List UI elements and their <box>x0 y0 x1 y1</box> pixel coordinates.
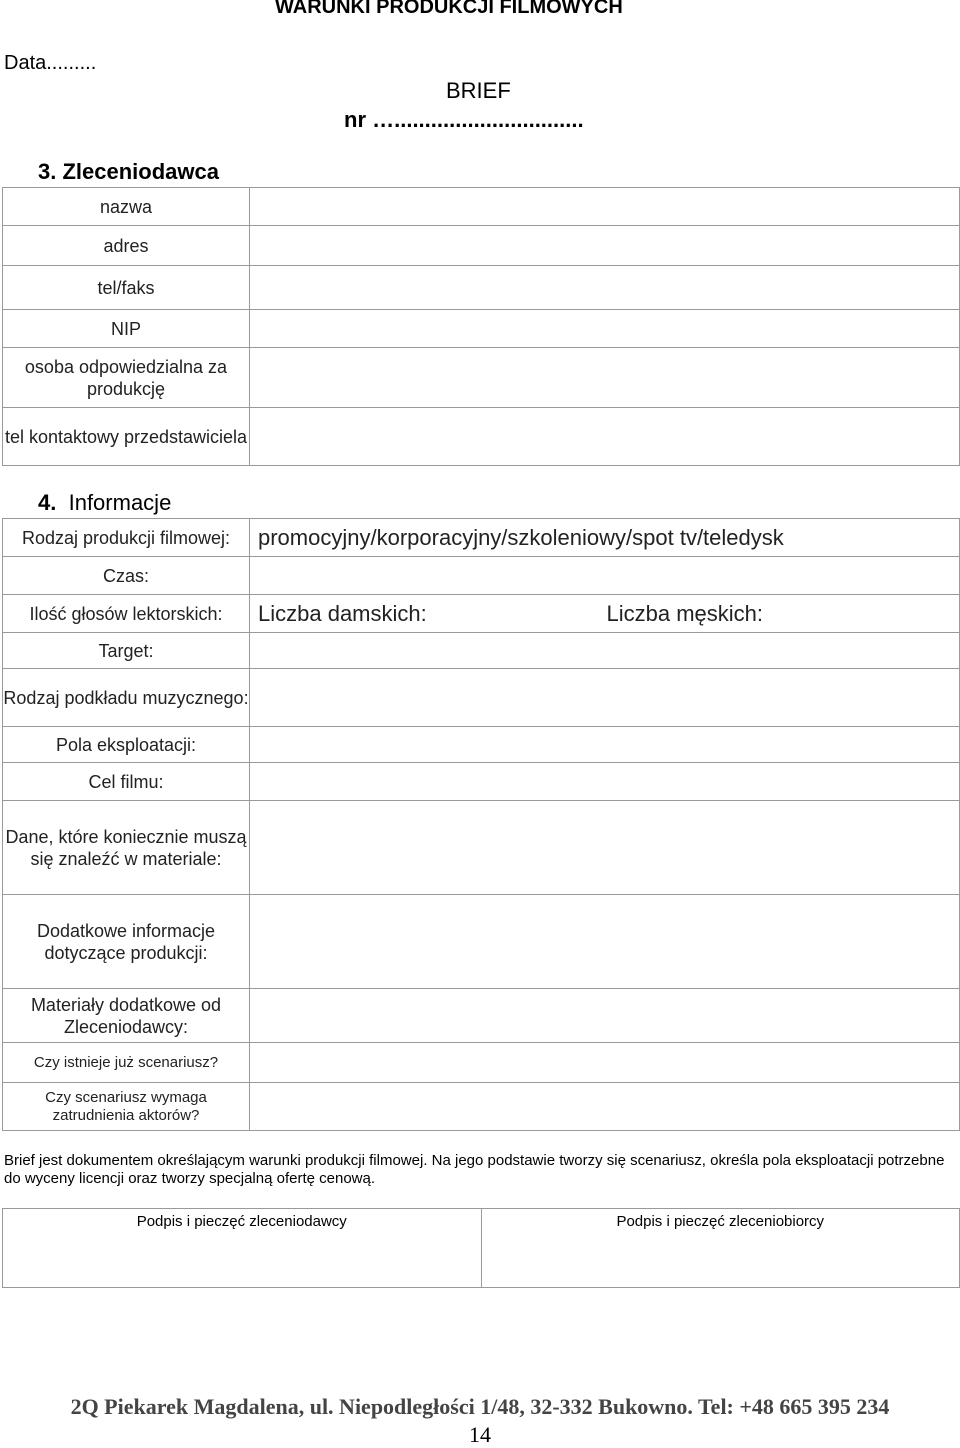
target-label: Target: <box>3 633 250 669</box>
time-label: Czas: <box>3 557 250 595</box>
document-title: WARUNKI PRODUKCJI FILMOWYCH <box>275 0 623 18</box>
client-phone-field[interactable] <box>250 266 960 310</box>
section-4-title: Informacje <box>68 490 172 515</box>
client-name-field[interactable] <box>250 188 960 226</box>
client-table <box>2 187 960 466</box>
goal-label: Cel filmu: <box>3 763 250 801</box>
required-data-label: Dane, które koniecznie muszą się znaleźć w materiale: <box>3 801 250 895</box>
voices-label: Ilość głosów lektorskich: <box>3 595 250 633</box>
client-signature-box[interactable] <box>3 1209 482 1288</box>
required-data-field[interactable] <box>250 801 960 895</box>
target-field[interactable] <box>250 633 960 669</box>
client-contact-label: tel kontaktowy przedstawiciela <box>3 408 250 466</box>
client-address-field[interactable] <box>250 226 960 266</box>
female-voices-label: Liczba damskich: <box>258 600 427 626</box>
script-exists-label: Czy istnieje już scenariusz? <box>3 1043 250 1083</box>
actors-field[interactable] <box>250 1083 960 1131</box>
page-number: 14 <box>469 1422 491 1447</box>
client-responsible-label: osoba odpowiedzialna za produkcję <box>3 348 250 408</box>
signature-table <box>2 1208 960 1288</box>
footer-address: 2Q Piekarek Magdalena, ul. Niepodległości 1/48, 32-332 Bukowno. Tel: +48 665 395 234 <box>70 1394 890 1419</box>
client-responsible-field[interactable] <box>250 348 960 408</box>
client-phone-label: tel/faks <box>3 266 250 310</box>
client-contact-field[interactable] <box>250 408 960 466</box>
contractor-signature-label: Podpis i pieczęć zleceniobiorcy <box>616 1213 825 1230</box>
time-field[interactable] <box>250 557 960 595</box>
exploitation-fields-field[interactable] <box>250 727 960 763</box>
client-name-label: nazwa <box>3 188 250 226</box>
contractor-signature-box[interactable] <box>481 1209 960 1288</box>
section-4-number: 4. <box>38 490 57 515</box>
materials-field[interactable] <box>250 989 960 1043</box>
section-4-heading <box>38 490 171 516</box>
brief-title: BRIEF <box>446 78 511 103</box>
materials-label: Materiały dodatkowe od Zleceniodawcy: <box>3 989 250 1043</box>
brief-note: Brief jest dokumentem określającym warunki produkcji filmowej. Na jego podstawie tworzy się scenariusz, określa pola eksploatacji potrzebne do wyceny licencji oraz tworzy specjalną ofertę cenową. <box>4 1152 945 1187</box>
music-field[interactable] <box>250 669 960 727</box>
male-voices-label: Liczba męskich: <box>606 600 763 626</box>
info-table <box>2 518 960 1131</box>
date-field: Data......... <box>4 52 97 74</box>
client-nip-field[interactable] <box>250 310 960 348</box>
exploitation-fields-label: Pola eksploatacji: <box>3 727 250 763</box>
actors-label: Czy scenariusz wymaga zatrudnienia aktorów? <box>3 1083 250 1131</box>
production-type-label: Rodzaj produkcji filmowej: <box>3 519 250 557</box>
extra-info-field[interactable] <box>250 895 960 989</box>
voices-field[interactable] <box>250 595 960 633</box>
brief-number: nr …............................... <box>344 107 584 132</box>
section-3-heading: 3. Zleceniodawca <box>38 159 219 184</box>
production-type-value[interactable]: promocyjny/korporacyjny/szkoleniowy/spot tv/teledysk <box>250 519 960 557</box>
extra-info-label: Dodatkowe informacje dotyczące produkcji: <box>3 895 250 989</box>
goal-field[interactable] <box>250 763 960 801</box>
script-exists-field[interactable] <box>250 1043 960 1083</box>
client-address-label: adres <box>3 226 250 266</box>
client-signature-label: Podpis i pieczęć zleceniodawcy <box>136 1213 347 1230</box>
client-nip-label: NIP <box>3 310 250 348</box>
music-label: Rodzaj podkładu muzycznego: <box>3 669 250 727</box>
